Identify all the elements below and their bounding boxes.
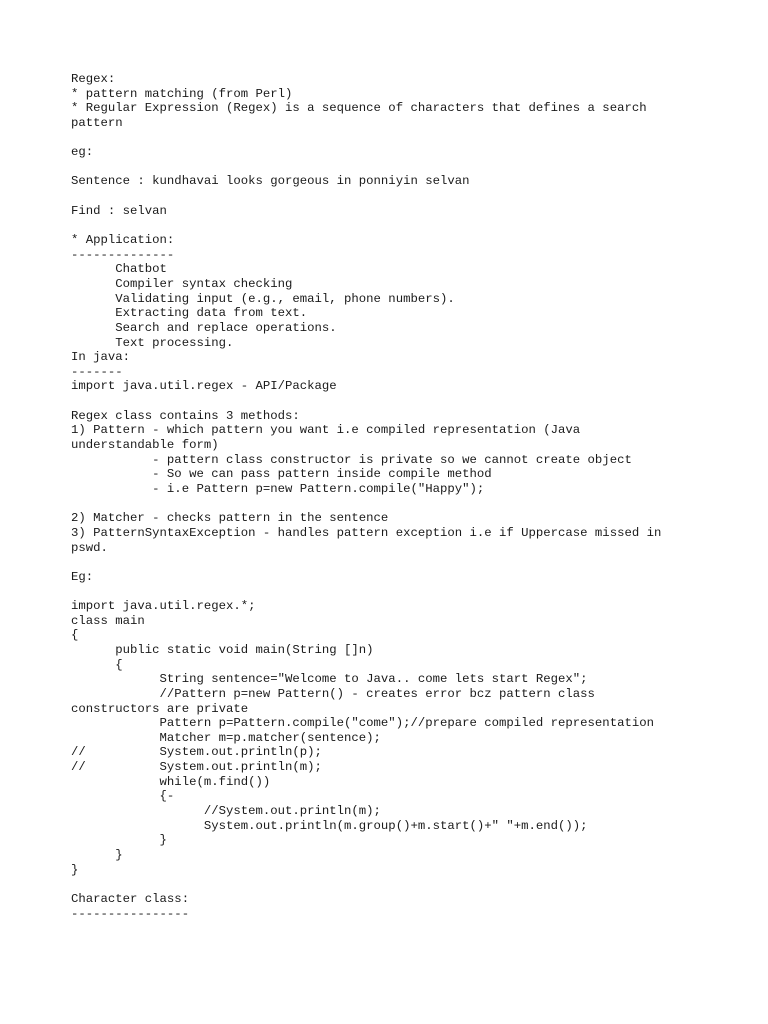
text-line: pswd. <box>71 540 108 555</box>
text-line: Extracting data from text. <box>71 306 308 321</box>
text-line: 2) Matcher - checks pattern in the sentence <box>71 511 389 526</box>
blank-line <box>71 555 691 570</box>
blank-line <box>71 497 691 512</box>
code-line: public static void main(String []n) <box>71 642 374 657</box>
text-line: 3) PatternSyntaxException - handles pattern exception i.e if Uppercase missed in <box>71 525 662 540</box>
text-line: Compiler syntax checking <box>71 276 293 291</box>
code-line: //Pattern p=new Pattern() - creates error bcz pattern class <box>71 686 595 701</box>
text-line: understandable form) <box>71 438 219 453</box>
blank-line <box>71 160 691 175</box>
text-line: Chatbot <box>71 262 167 277</box>
code-line: // System.out.println(m); <box>71 760 322 775</box>
blank-line <box>71 131 691 146</box>
code-line: Matcher m=p.matcher(sentence); <box>71 730 381 745</box>
code-line: String sentence="Welcome to Java.. come lets start Regex"; <box>71 672 588 687</box>
text-line: ---------------- <box>71 906 190 921</box>
text-line: -------------- <box>71 247 175 262</box>
text-line: Text processing. <box>71 335 234 350</box>
code-line: // System.out.println(p); <box>71 745 322 760</box>
code-line: import java.util.regex.*; <box>71 599 256 614</box>
text-line: - So we can pass pattern inside compile method <box>71 467 492 482</box>
text-line: Search and replace operations. <box>71 320 337 335</box>
text-line: Sentence : kundhavai looks gorgeous in ponniyin selvan <box>71 174 470 189</box>
text-line: Find : selvan <box>71 203 167 218</box>
text-line: Eg: <box>71 569 94 584</box>
code-line: Pattern p=Pattern.compile("come");//prepare compiled representation <box>71 716 654 731</box>
code-line: } <box>71 847 123 862</box>
document-page <box>71 72 691 921</box>
blank-line <box>71 394 691 409</box>
code-line: { <box>71 657 123 672</box>
text-line: 1) Pattern - which pattern you want i.e compiled representation (Java <box>71 423 581 438</box>
text-line: * pattern matching (from Perl) <box>71 86 293 101</box>
text-line: eg: <box>71 145 94 160</box>
text-line: ------- <box>71 364 123 379</box>
blank-line <box>71 189 691 204</box>
section-heading: In java: <box>71 350 131 365</box>
text-line: pattern <box>71 115 123 130</box>
text-line: import java.util.regex - API/Package <box>71 379 337 394</box>
section-heading: Regex class contains 3 methods: <box>71 408 300 423</box>
text-line: - i.e Pattern p=new Pattern.compile("Happy"); <box>71 481 485 496</box>
code-line: while(m.find()) <box>71 774 271 789</box>
text-line: - pattern class constructor is private so we cannot create object <box>71 452 632 467</box>
code-line: //System.out.println(m); <box>71 804 381 819</box>
code-line: {- <box>71 789 175 804</box>
code-line: } <box>71 833 167 848</box>
section-heading: Character class: <box>71 891 190 906</box>
blank-line <box>71 218 691 233</box>
text-line: Validating input (e.g., email, phone numbers). <box>71 291 455 306</box>
blank-line <box>71 584 691 599</box>
section-heading: * Application: <box>71 233 175 248</box>
code-line: constructors are private <box>71 701 249 716</box>
blank-line <box>71 877 691 892</box>
text-line: Regex: <box>71 72 116 86</box>
code-line: } <box>71 862 79 877</box>
code-line: class main <box>71 613 145 628</box>
text-line: * Regular Expression (Regex) is a sequence of characters that defines a search <box>71 101 647 116</box>
code-line: { <box>71 628 79 643</box>
code-line: System.out.println(m.group()+m.start()+" "+m.end()); <box>71 818 588 833</box>
